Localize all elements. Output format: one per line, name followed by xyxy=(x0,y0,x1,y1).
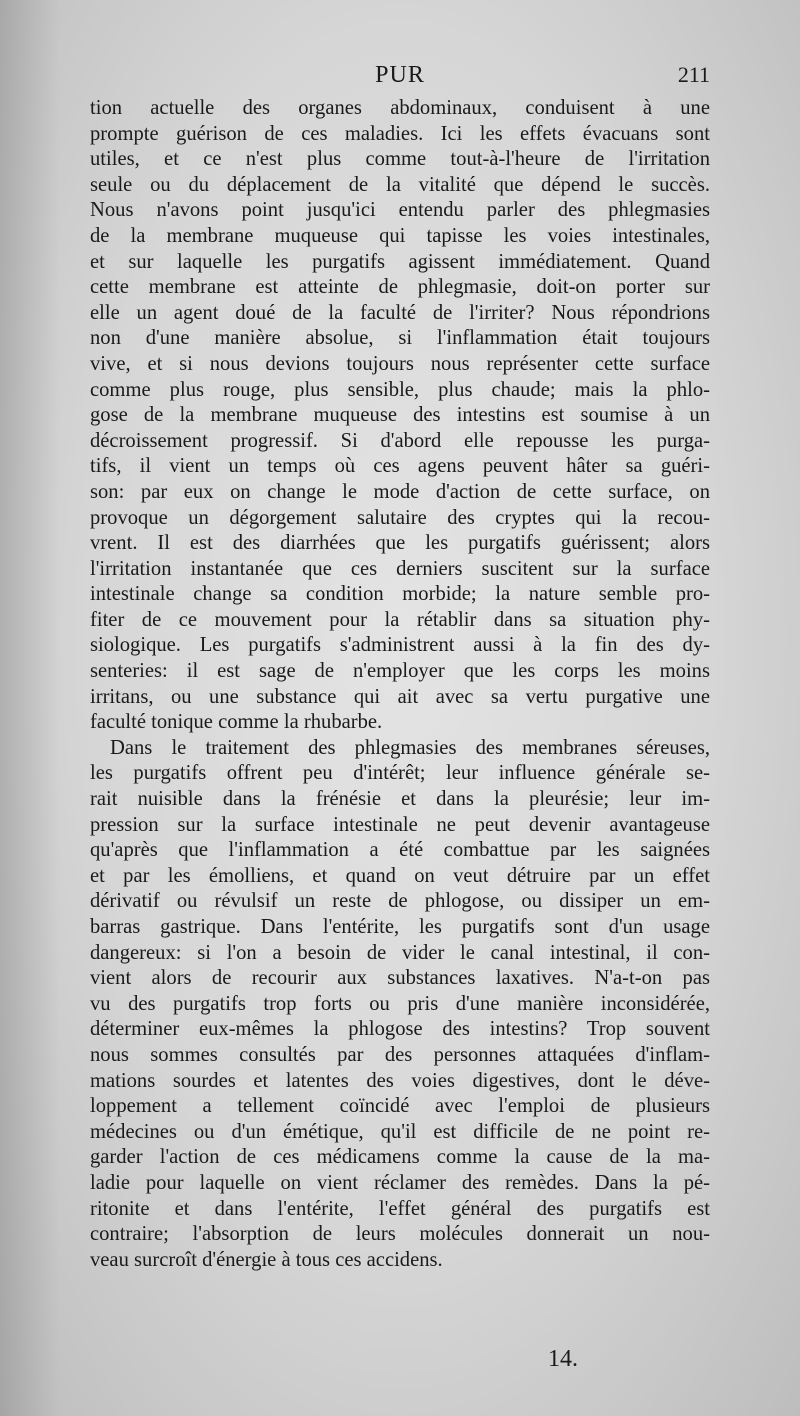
text-line: et par les émolliens, et quand on veut détruire par un effet xyxy=(90,864,710,887)
text-line: tion actuelle des organes abdominaux, conduisent à une xyxy=(90,97,710,119)
text-line: loppement a tellement coïncidé avec l'emploi de plusieurs xyxy=(90,1095,710,1118)
text-line: et sur laquelle les purgatifs agissent immédiatement. Quand xyxy=(90,250,710,273)
text-line: contraire; l'absorption de leurs molécules donnerait un nou- xyxy=(90,1223,710,1246)
text-line: garder l'action de ces médicamens comme la cause de la ma- xyxy=(90,1146,710,1169)
text-line: décroissement progressif. Si d'abord elle repousse les purga- xyxy=(90,429,710,452)
body-text xyxy=(90,96,710,1273)
text-line: irritans, ou une substance qui ait avec sa vertu purgative une xyxy=(90,685,710,708)
text-line: fiter de ce mouvement pour la rétablir dans sa situation phy- xyxy=(90,608,710,631)
paragraph xyxy=(90,736,710,1273)
text-line: siologique. Les purgatifs s'administrent aussi à la fin des dy- xyxy=(90,634,710,657)
text-line: vrent. Il est des diarrhées que les purgatifs guérissent; alors xyxy=(90,532,710,555)
text-line: tifs, il vient un temps où ces agens peuvent hâter sa guéri- xyxy=(90,455,710,478)
text-line: l'irritation instantanée que ces derniers suscitent sur la surface xyxy=(90,557,710,580)
text-line: nous sommes consultés par des personnes attaquées d'inflam- xyxy=(90,1043,710,1066)
text-line: non d'une manière absolue, si l'inflammation était toujours xyxy=(90,327,710,350)
text-line: utiles, et ce n'est plus comme tout-à-l'heure de l'irritation xyxy=(90,148,710,171)
text-line: Dans le traitement des phlegmasies des membranes séreuses, xyxy=(110,736,710,759)
text-line: faculté tonique comme la rhubarbe. xyxy=(90,711,383,734)
text-line: vu des purgatifs trop forts ou pris d'une manière inconsidérée, xyxy=(90,992,710,1015)
paragraph xyxy=(90,96,710,736)
text-line: dérivatif ou révulsif un reste de phlogose, ou dissiper un em- xyxy=(90,890,710,913)
signature-mark: 14. xyxy=(548,1346,578,1372)
text-line: ladie pour laquelle on vient réclamer des remèdes. Dans la pé- xyxy=(90,1171,710,1194)
text-line: seule ou du déplacement de la vitalité que dépend le succès. xyxy=(90,173,710,196)
text-line: vive, et si nous devions toujours nous représenter cette surface xyxy=(90,352,710,375)
text-line: veau surcroît d'énergie à tous ces accidens. xyxy=(90,1248,443,1271)
text-line: barras gastrique. Dans l'entérite, les purgatifs sont d'un usage xyxy=(90,916,710,938)
text-line: de la membrane muqueuse qui tapisse les voies intestinales, xyxy=(90,224,710,247)
text-line: pression sur la surface intestinale ne peut devenir avantageuse xyxy=(90,813,710,836)
text-line: dangereux: si l'on a besoin de vider le canal intestinal, il con- xyxy=(90,941,710,964)
running-head: PUR xyxy=(375,62,425,88)
text-line: Nous n'avons point jusqu'ici entendu parler des phlegmasies xyxy=(90,199,710,222)
text-line: elle un agent doué de la faculté de l'irriter? Nous répondrions xyxy=(90,301,710,324)
text-line: vient alors de recourir aux substances laxatives. N'a-t-on pas xyxy=(90,967,710,990)
text-line: senteries: il est sage de n'employer que les corps les moins xyxy=(90,660,710,683)
text-line: gose de la membrane muqueuse des intestins est soumise à un xyxy=(90,404,710,427)
text-line: les purgatifs offrent peu d'intérêt; leur influence générale se- xyxy=(90,762,710,785)
text-line: son: par eux on change le mode d'action de cette surface, on xyxy=(90,480,710,503)
text-line: qu'après que l'inflammation a été combattue par les saignées xyxy=(90,839,710,862)
text-line: cette membrane est atteinte de phlegmasie, doit-on porter sur xyxy=(90,276,710,299)
text-line: prompte guérison de ces maladies. Ici les effets évacuans sont xyxy=(90,122,710,145)
text-line: provoque un dégorgement salutaire des cryptes qui la recou- xyxy=(90,506,710,529)
text-line: ritonite et dans l'entérite, l'effet général des purgatifs est xyxy=(90,1197,710,1220)
page-edge-shadow xyxy=(0,0,60,1416)
page-number: 211 xyxy=(677,62,710,87)
text-line: comme plus rouge, plus sensible, plus chaude; mais la phlo- xyxy=(90,378,710,401)
page-header xyxy=(90,62,710,92)
text-line: déterminer eux-mêmes la phlogose des intestins? Trop souvent xyxy=(90,1018,710,1041)
text-line: intestinale change sa condition morbide; la nature semble pro- xyxy=(90,583,710,606)
text-line: rait nuisible dans la frénésie et dans la pleurésie; leur im- xyxy=(90,788,710,811)
text-line: médecines ou d'un émétique, qu'il est difficile de ne point re- xyxy=(90,1120,710,1143)
text-line: mations sourdes et latentes des voies digestives, dont le déve- xyxy=(90,1069,710,1092)
